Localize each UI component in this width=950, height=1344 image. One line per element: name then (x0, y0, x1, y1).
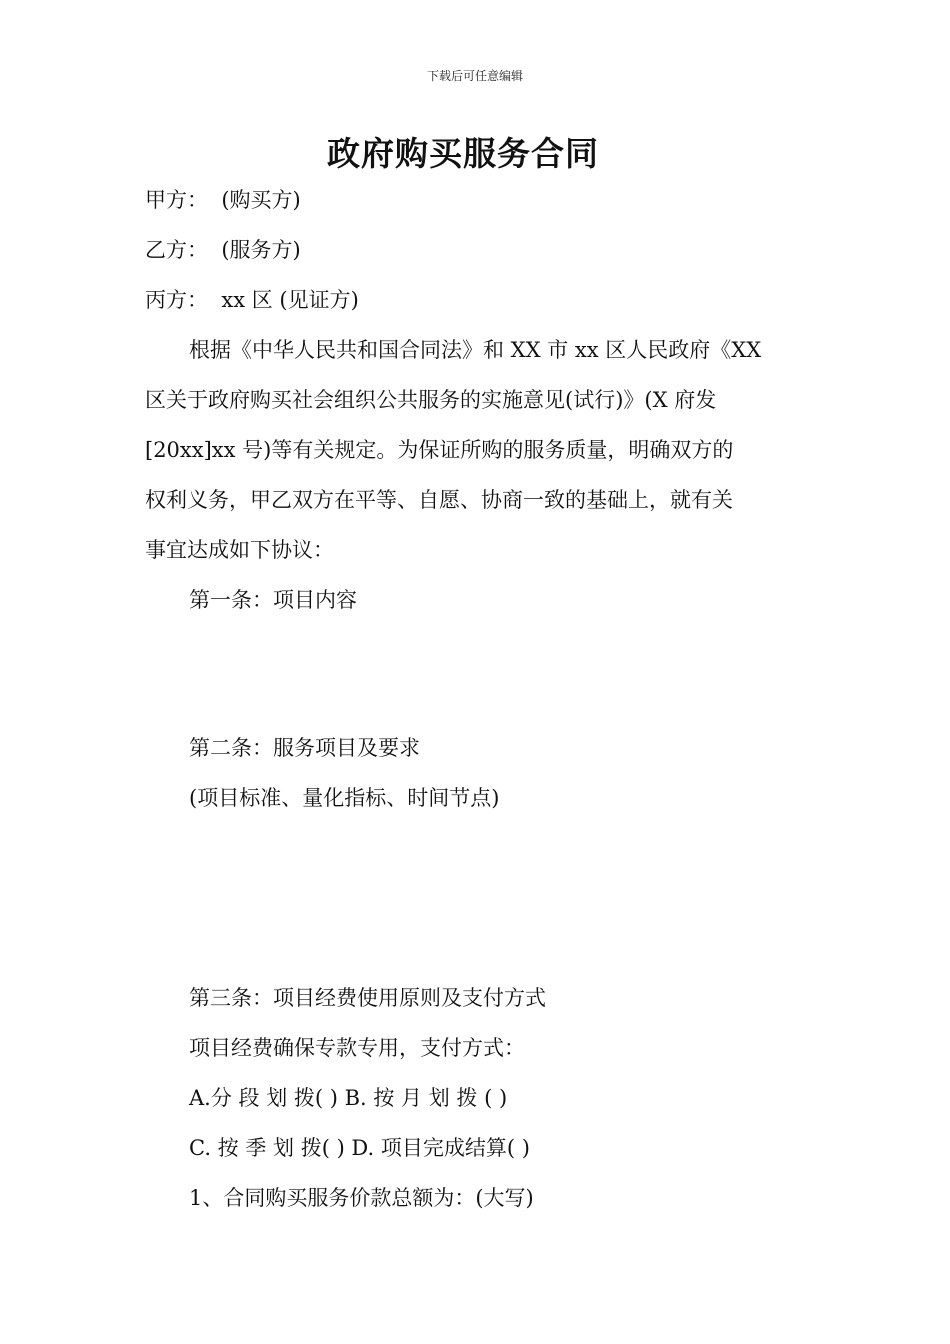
party-b-line: 乙方： (服务方) (145, 238, 301, 262)
article2-note: (项目标准、量化指标、时间节点) (189, 786, 500, 810)
preamble-line: 事宜达成如下协议： (145, 538, 334, 562)
article3-intro: 项目经费确保专款专用，支付方式： (189, 1036, 525, 1060)
party-c-line: 丙方： xx 区 (见证方) (145, 288, 359, 312)
preamble-line: 根据《中华人民共和国合同法》和 XX 市 xx 区人民政府《XX (189, 338, 762, 362)
party-a-line: 甲方： (购买方) (145, 188, 301, 212)
article1-heading: 第一条：项目内容 (189, 588, 357, 612)
document-title: 政府购买服务合同 (327, 134, 599, 173)
preamble-paragraph (145, 336, 785, 586)
preamble-line: 区关于政府购买社会组织公共服务的实施意见(试行)》(X 府发 (145, 388, 717, 412)
preamble-line: [20xx]xx 号)等有关规定。为保证所购的服务质量，明确双方的 (145, 438, 734, 462)
header-note: 下载后可任意编辑 (426, 69, 523, 83)
article3-heading: 第三条：项目经费使用原则及支付方式 (189, 986, 546, 1010)
preamble-line: 权利义务，甲乙双方在平等、自愿、协商一致的基础上，就有关 (145, 488, 733, 512)
contract-amount-line: 1、合同购买服务价款总额为：(大写) (189, 1186, 534, 1210)
payment-options-line-1: A.分 段 划 拨( ) B. 按 月 划 拨 ( ) (189, 1086, 508, 1110)
payment-options-line-2: C. 按 季 划 拨( ) D. 项目完成结算( ) (189, 1136, 530, 1160)
article2-heading: 第二条：服务项目及要求 (189, 736, 420, 760)
